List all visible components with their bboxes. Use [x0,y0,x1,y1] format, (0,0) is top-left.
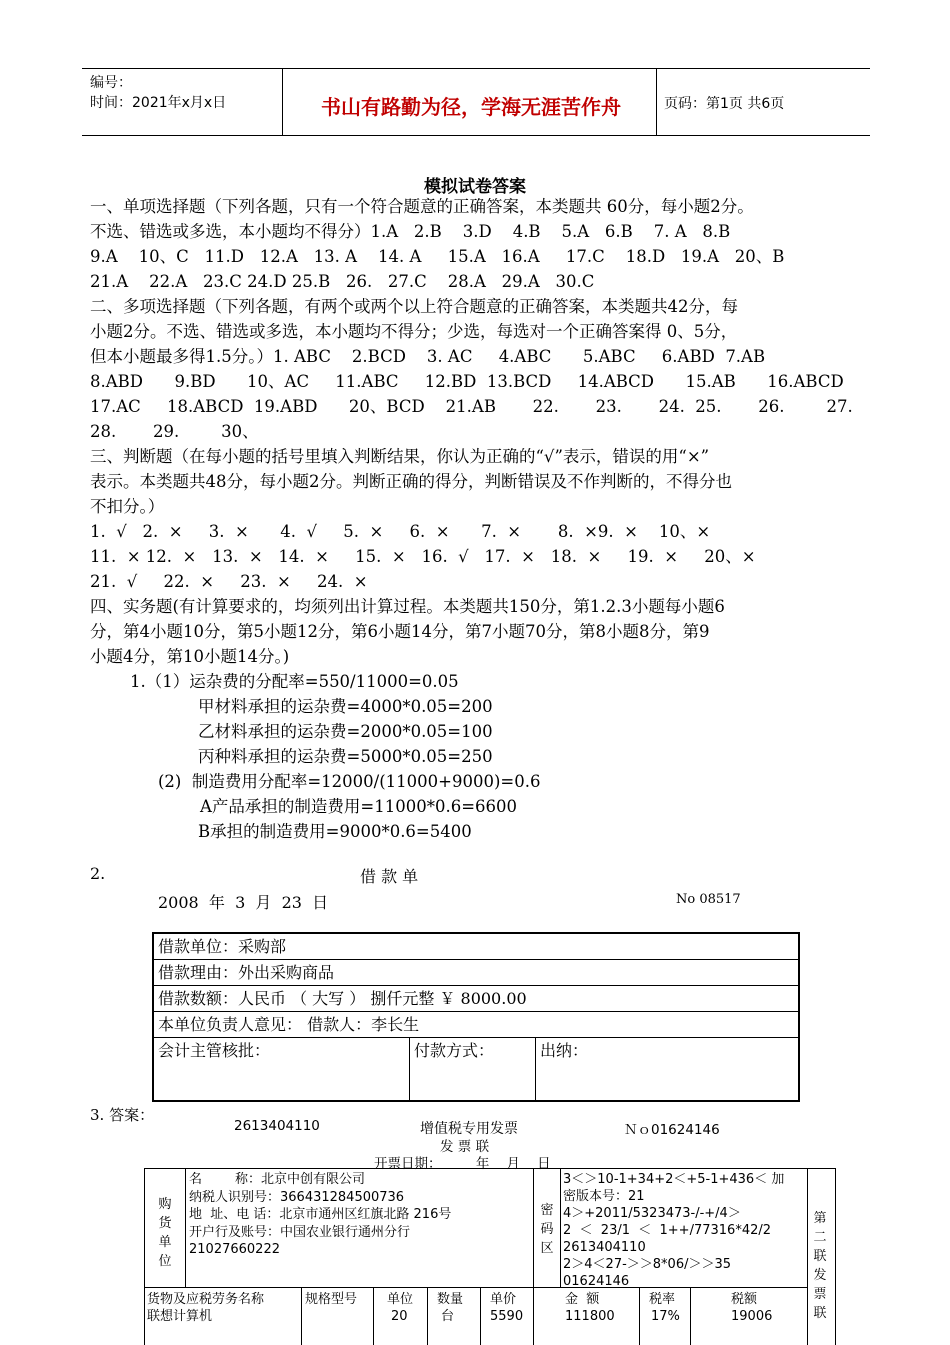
answer-line: 三、判断题（在每小题的括号里填入判断结果，你认为正确的“√”表示，错误的用“×” [90,447,710,466]
loan-sign-payment-label: 付款方式： [414,1041,495,1060]
password-line: 3＜＞10-1+34+2＜+5-1+436＜ 加 [563,1172,785,1187]
loan-sign-cashier [535,1038,790,1100]
answer-line: 28. 29. 30、 [90,422,259,441]
item-unit: 台 [441,1309,455,1324]
copy-label: 第二联 发票联 [813,1211,827,1321]
item-amount: 111800 [565,1309,615,1324]
answer-line: 21.A 22.A 23.C 24.D 25.B 26. 27.C 28.A 29.A 30.C [90,272,595,291]
doc-title: 模拟试卷答案 [424,177,526,197]
col-header: 税率 [649,1292,676,1307]
header-date: 时间：2021年x月x日 [90,95,227,111]
buyer-line: 地 址、电 话：北京市通州区红旗北路 216号 [189,1207,452,1222]
invoice-line [533,1287,534,1345]
password-line: 2 ＜ 23/1 ＜ 1++/77316*42/2 [563,1223,772,1238]
answer-line: 21. √ 22. × 23. × 24. × [90,572,368,591]
calc-line: (2) 制造费用分配率=12000/(11000+9000)=0.6 [158,772,541,791]
invoice-title: 增值税专用发票 [420,1121,518,1137]
header-divider [282,69,283,135]
password-label: 密码区 [540,1203,554,1256]
answer-line: 11. × 12. × 13. × 14. × 15. × 16. √ 17. × 18. × 19. × 20、× [90,547,756,566]
answer-line: 分，第4小题10分，第5小题12分，第6小题14分，第7小题70分，第8小题8分，第9 [90,622,710,641]
calc-line: 1.（1）运杂费的分配率=550/11000=0.05 [130,672,459,691]
answer-body [90,194,870,844]
calc-line: 丙种料承担的运杂费=5000*0.05=250 [198,747,493,766]
invoice-num: 3. 答案： [90,1106,155,1124]
answer-line: 四、实务题(有计算要求的，均须列出计算过程。本类题共150分，第1.2.3小题每小题6 [90,597,725,616]
buyer-line: 名 称：北京中创有限公司 [189,1172,366,1187]
calc-lines [90,669,870,844]
calc-line: 乙材料承担的运杂费=2000*0.05=100 [198,722,493,741]
item-taxrate: 17% [651,1309,680,1324]
loan-title: 借 款 单 [360,867,419,886]
answer-line: 不扣分。） [90,497,165,516]
item-name: 联想计算机 [147,1309,213,1324]
invoice-code: 2613404110 [234,1118,320,1134]
answer-line: 8.ABD 9.BD 10、AC 11.ABC 12.BD 13.BCD 14.ABCD 15.AB 16.ABCD [90,372,844,391]
invoice-line [533,1169,534,1287]
loan-sign-payment [409,1038,534,1100]
invoice-line [560,1169,561,1287]
item-tax: 19006 [731,1309,773,1324]
item-price: 5590 [490,1309,524,1324]
loan-row: 借款数额：人民币 （ 大写 ） 捌仟元整 ￥ 8000.00 [154,986,798,1012]
answer-line: 不选、错选或多选，本小题均不得分）1.A 2.B 3.D 4.B 5.A 6.B 7. A 8.B [90,222,731,241]
page-header [82,68,870,136]
invoice-line [690,1287,691,1345]
calc-line: B承担的制造费用=9000*0.6=5400 [198,822,472,841]
col-header: 单价 [490,1292,517,1307]
answer-line: 9.A 10、C 11.D 12.A 13. A 14. A 15.A 16.A 17.C 18.D 19.A 20、B [90,247,785,266]
invoice-line [373,1287,374,1345]
header-divider [656,69,657,135]
col-header: 数量 [437,1292,464,1307]
answer-line: 小题4分，第10小题14分。) [90,647,290,666]
password-line: 2＞4＜27-＞＞8*06/＞＞35 [563,1257,732,1272]
password-line: 密版本号：21 [563,1189,645,1204]
col-header: 金 额 [565,1292,600,1307]
loan-row: 借款单位：采购部 [154,934,798,960]
answer-line: 1. √ 2. × 3. × 4. √ 5. × 6. × 7. × 8. ×9. × 10、× [90,522,711,541]
password-line: 01624146 [563,1274,630,1289]
buyer-line: 纳税人识别号：366431284500736 [189,1189,405,1205]
buyer-line: 开户行及账号：中国农业银行通州分行 [189,1224,411,1240]
invoice-line [427,1287,428,1345]
invoice-line [185,1169,186,1287]
invoice-date: 开票日期： 年 月 日 [374,1156,551,1172]
loan-no: No 08517 [676,892,741,907]
col-header: 单位 [387,1292,414,1307]
invoice-line [301,1287,302,1345]
password-line: 4＞+2011/5323473-/-+/4＞ [563,1206,741,1221]
loan-row: 借款理由：外出采购商品 [154,960,798,986]
answer-line: 表示。本类题共48分，每小题2分。判断正确的得分，判断错误及不作判断的，不得分也 [90,472,732,491]
loan-sign-cashier-label: 出纳： [540,1041,589,1060]
buyer-label: 购货单位 [158,1197,172,1269]
invoice-line [480,1287,481,1345]
invoice-sub: 发 票 联 [440,1139,490,1155]
loan-sign-row [154,1038,798,1100]
col-header: 税额 [731,1292,758,1307]
col-header: 货物及应税劳务名称 [147,1292,265,1307]
invoice-line [145,1287,807,1288]
answer-line: 一、单项选择题（下列各题，只有一个符合题意的正确答案，本类题共 60分，每小题2分。 [90,197,754,216]
calc-line: 甲材料承担的运杂费=4000*0.05=200 [198,697,493,716]
loan-date: 2008 年 3 月 23 日 [158,893,329,912]
invoice-line [639,1287,640,1345]
header-number: 编号： [90,75,132,91]
answer-line: 二、多项选择题（下列各题，有两个或两个以上符合题意的正确答案，本类题共42分，每 [90,297,738,316]
header-meta [90,73,226,113]
password-line: 2613404110 [563,1240,646,1255]
answer-line: 但本小题最多得1.5分。）1. ABC 2.BCD 3. AC 4.ABC 5.ABC 6.ABD 7.AB [90,347,766,366]
header-page: 页码：第1页 共6页 [664,96,785,112]
answer-line: 小题2分。不选、错选或多选，本小题均不得分；少选，每选对一个正确答案得 0、5分， [90,322,738,341]
header-motto: 书山有路勤为径，学海无涯苦作舟 [321,95,621,119]
calc-line: A产品承担的制造费用=11000*0.6=6600 [200,797,518,816]
answer-line: 17.AC 18.ABCD 19.ABD 20、BCD 21.AB 22. 23. 24. 25. 26. 27. [90,397,853,416]
item-qty: 20 [391,1309,408,1324]
buyer-line: 21027660222 [189,1242,280,1257]
loan-num: 2. [90,864,106,883]
col-header: 规格型号 [305,1292,358,1307]
loan-table [152,932,800,1102]
invoice-line [807,1169,808,1345]
invoice-table [144,1168,836,1345]
answer-lines [90,194,870,669]
invoice-no: Ｎｏ01624146 [624,1122,720,1138]
loan-sign-approval: 会计主管核批： [158,1041,271,1060]
loan-row: 本单位负责人意见： 借款人：李长生 [154,1012,798,1038]
